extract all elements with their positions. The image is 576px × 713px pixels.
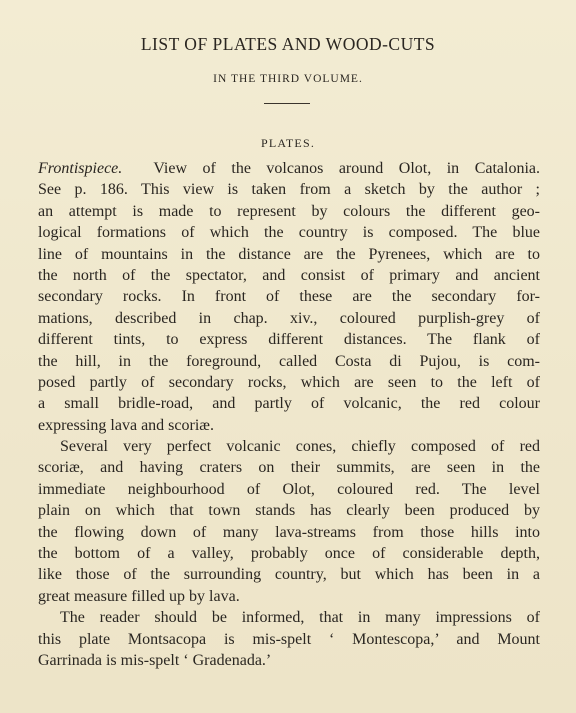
body-text — [38, 158, 540, 671]
text-line: secondary rocks. In front of these are the secondary for- — [38, 288, 540, 306]
page-subtitle: IN THE THIRD VOLUME. — [213, 73, 363, 85]
text-line — [38, 158, 540, 179]
text-line: expressing lava and scoriæ. — [38, 416, 214, 434]
text-line: like those of the surrounding country, but which has been in a — [38, 566, 540, 584]
text-line: scoriæ, and having craters on their summits, are seen in the — [38, 459, 540, 477]
text-line: this plate Montsacopa is mis-spelt ‘ Montescopa,’ and Mount — [38, 630, 540, 648]
text-line: different tints, to express different distances. The flank of — [38, 331, 540, 349]
text-line: The reader should be informed, that in many impressions of — [60, 609, 540, 627]
text-line: immediate neighbourhood of Olot, coloured red. The level — [38, 480, 540, 498]
text-line: the hill, in the foreground, called Costa di Pujou, is com- — [38, 352, 540, 370]
title-divider — [264, 103, 310, 104]
text-line: See p. 186. This view is taken from a sketch by the author ; — [38, 181, 540, 199]
text-line: logical formations of which the country is composed. The blue — [38, 224, 540, 242]
text-line: an attempt is made to represent by colours the different geo- — [38, 202, 540, 220]
text-line: mations, described in chap. xiv., coloured purplish-grey of — [38, 309, 540, 327]
text-line: line of mountains in the distance are the Pyrenees, which are to — [38, 245, 540, 263]
text-line: plain on which that town stands has clearly been produced by — [38, 502, 540, 520]
page-title: LIST OF PLATES AND WOOD-CUTS — [140, 34, 436, 54]
frontispiece-label: Frontispiece. — [38, 160, 123, 177]
text-line-content: View of the volcanos around Olot, in Catalonia. — [153, 160, 540, 177]
text-line: posed partly of secondary rocks, which are seen to the left of — [38, 373, 540, 391]
text-line: Garrinada is mis-spelt ‘ Gradenada.’ — [38, 651, 272, 669]
text-line: the flowing down of many lava-streams from those hills into — [38, 523, 540, 541]
text-line: the north of the spectator, and consist of primary and ancient — [38, 266, 540, 284]
section-heading: PLATES. — [260, 136, 316, 150]
text-line: great measure filled up by lava. — [38, 587, 240, 605]
text-line: Several very perfect volcanic cones, chiefly composed of red — [60, 438, 540, 456]
text-line: the bottom of a valley, probably once of considerable depth, — [38, 545, 540, 563]
text-line: a small bridle-road, and partly of volcanic, the red colour — [38, 395, 540, 413]
